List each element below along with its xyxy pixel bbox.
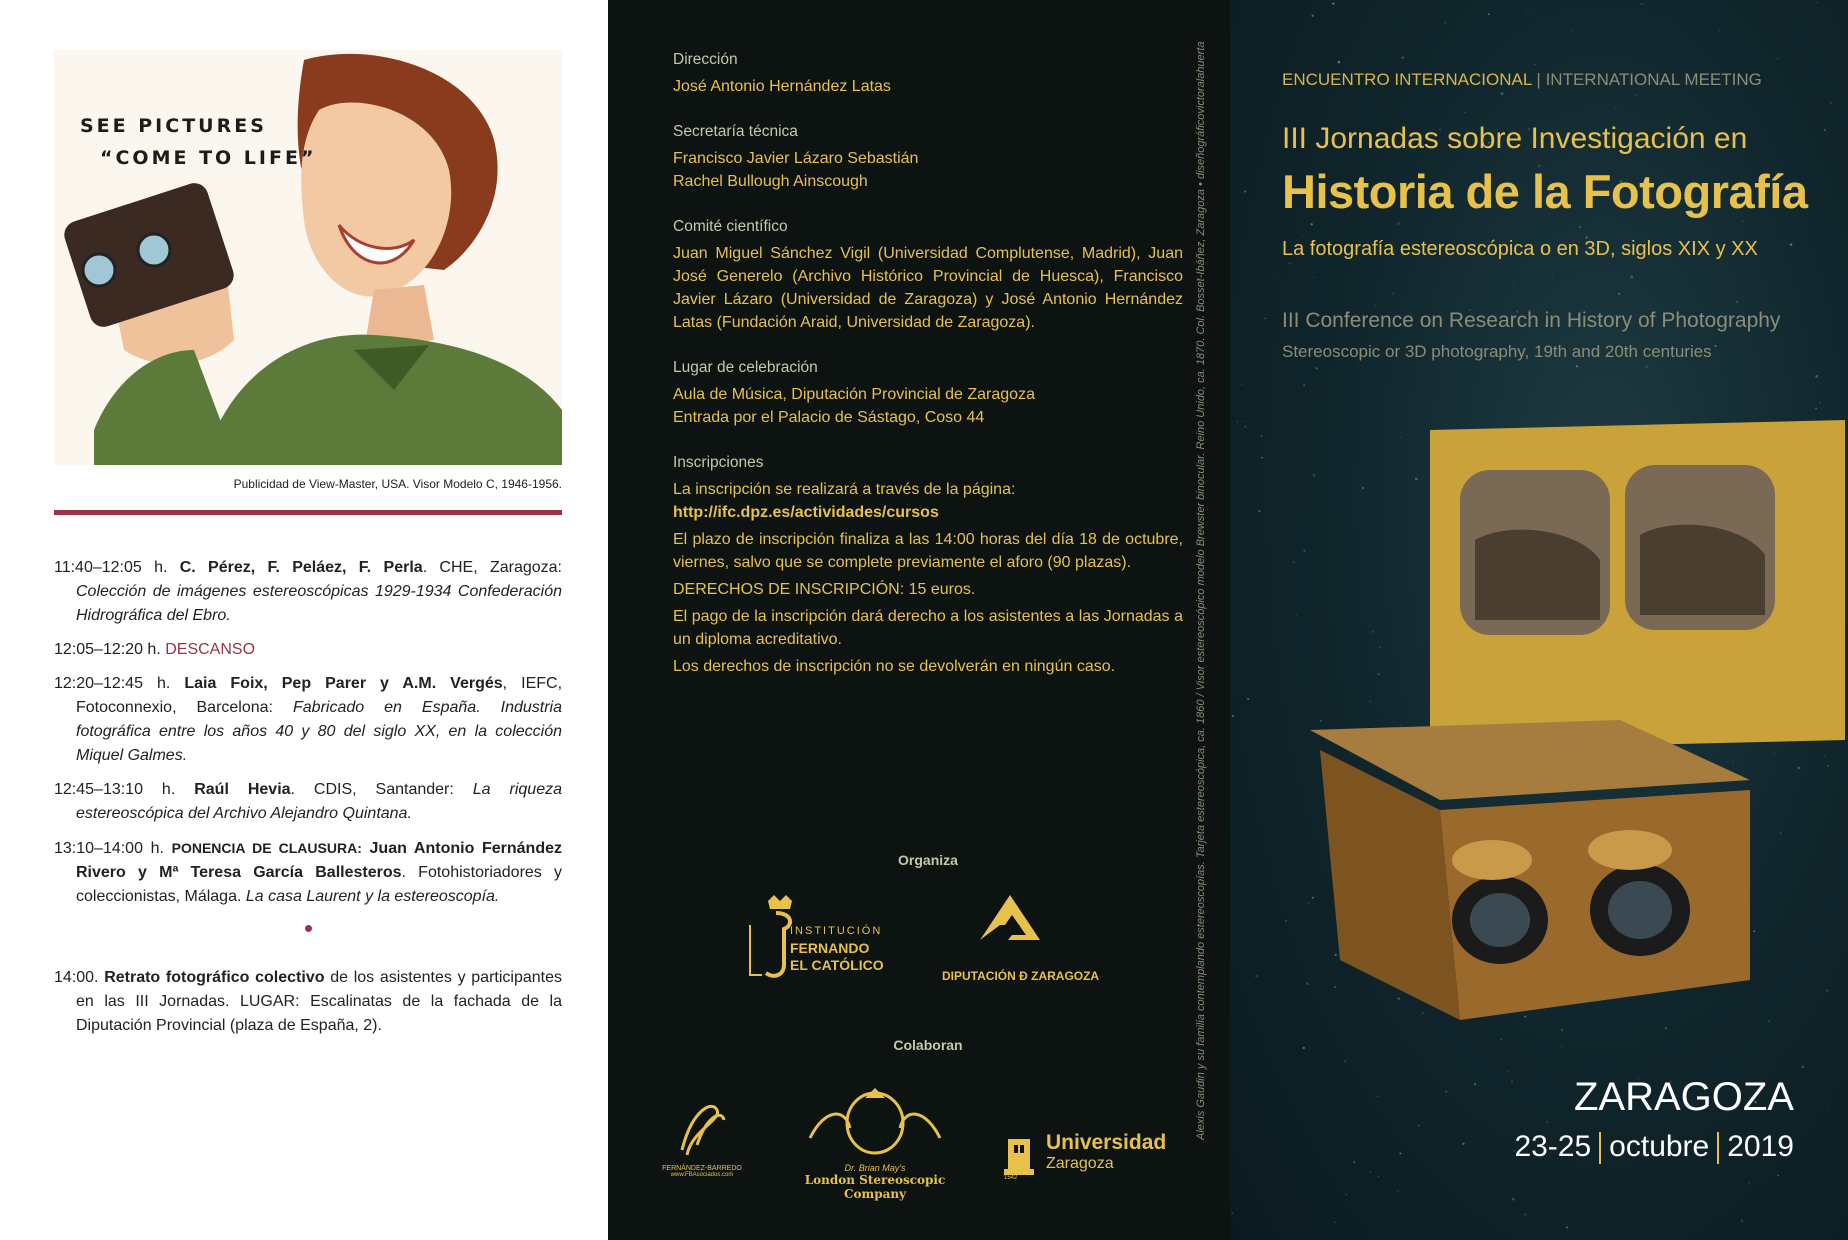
star	[1258, 510, 1260, 512]
star	[1394, 1186, 1395, 1187]
star	[1231, 1212, 1233, 1214]
fb-logo-line-1: FERNÁNDEZ-BARREDO	[662, 1165, 742, 1172]
star	[1353, 1161, 1355, 1163]
star	[1269, 440, 1270, 441]
middle-panel	[608, 0, 1230, 1240]
schedule-speakers: Raúl Hevia	[194, 781, 291, 798]
date-divider	[1599, 1132, 1601, 1164]
english-subtitle: Stereoscopic or 3D photography, 19th and 20th centuries	[1282, 342, 1712, 361]
schedule-time: 12:05–12:20 h.	[54, 641, 161, 658]
inscripcion-intro: La inscripción se realizará a través de la página:	[673, 481, 1016, 498]
direccion-text: José Antonio Hernández Latas	[673, 78, 891, 95]
secretaria-heading: Secretaría técnica	[673, 123, 798, 140]
schedule-time: 12:20–12:45 h.	[54, 675, 171, 692]
star	[1397, 222, 1399, 224]
monogram-icon	[662, 1100, 742, 1160]
schedule-item	[54, 778, 562, 826]
image-caption: Publicidad de View-Master, USA. Visor Modelo C, 1946-1956.	[233, 477, 562, 491]
star	[1507, 1070, 1509, 1072]
star	[1244, 190, 1246, 192]
lsc-logo-line-1: Dr. Brian May's	[844, 1163, 906, 1173]
star	[1566, 1227, 1568, 1229]
star	[1741, 1220, 1743, 1222]
star	[1512, 1198, 1515, 1201]
star	[1572, 29, 1573, 30]
stereoscope-viewer-image	[1280, 420, 1845, 1060]
star	[1464, 111, 1466, 113]
city-name: ZARAGOZA	[1573, 1075, 1794, 1119]
star	[1242, 421, 1243, 422]
star	[1392, 292, 1394, 294]
star	[1374, 305, 1375, 306]
star	[1546, 1121, 1549, 1124]
schedule-talk-title: Fabricado en España. Industria fotográfica entre los años 40 y 80 del siglo XX, en la colección Miquel Galmes.	[76, 699, 562, 764]
star	[1835, 6, 1836, 7]
star	[1830, 354, 1831, 355]
star	[1640, 3, 1642, 5]
universidad-zaragoza-logo	[1000, 1131, 1170, 1185]
title-line-2: Historia de la Fotografía	[1282, 165, 1808, 218]
star	[1568, 409, 1569, 410]
star	[1261, 457, 1263, 459]
star	[1832, 220, 1833, 221]
schedule-time: 13:10–14:00 h.	[54, 840, 164, 857]
schedule-affiliation: . CHE, Zaragoza:	[422, 559, 563, 576]
star	[1445, 22, 1446, 23]
star	[1277, 1092, 1278, 1093]
triangle-emblem-icon	[940, 895, 1110, 965]
fb-logo-line-2: www.FBAsociados.com	[670, 1172, 734, 1178]
star	[1777, 1175, 1778, 1176]
star	[1303, 384, 1305, 386]
closing-item	[54, 966, 562, 1038]
dpz-logo	[940, 895, 1110, 990]
star	[1833, 1219, 1834, 1220]
schedule-talk-title: La riqueza estereoscópica del Archivo Alejandro Quintana.	[76, 781, 562, 822]
unizar-line-1: Universidad	[1046, 1131, 1167, 1154]
star	[1346, 1194, 1347, 1195]
star	[1344, 1060, 1346, 1062]
star	[1513, 285, 1514, 286]
star	[1313, 277, 1315, 279]
star	[1303, 235, 1304, 236]
star	[1316, 367, 1318, 369]
meeting-label	[1282, 70, 1762, 90]
star	[1255, 975, 1258, 978]
star	[1815, 375, 1818, 378]
star	[1645, 366, 1647, 368]
closing-text: de los asistentes y participantes en las III Jornadas. LUGAR: Escalinatas de la fachada de la Diputación Provincial (plaza de España, 2).	[76, 969, 562, 1034]
star	[1634, 9, 1635, 10]
unizar-year: 1542	[1004, 1175, 1018, 1181]
star	[1412, 1238, 1413, 1239]
star	[1338, 61, 1341, 64]
schedule-speakers: C. Pérez, F. Peláez, F. Perla	[179, 559, 423, 576]
star	[1232, 715, 1234, 717]
star	[1630, 276, 1633, 279]
colaboran-label: Colaboran	[893, 1037, 963, 1053]
star	[1277, 135, 1278, 136]
star	[1495, 1141, 1496, 1142]
star	[1241, 383, 1243, 385]
star	[1718, 30, 1720, 32]
star	[1378, 1176, 1379, 1177]
schedule-list	[54, 556, 562, 919]
star	[1244, 426, 1246, 428]
star	[1397, 1190, 1399, 1192]
schedule-item	[54, 836, 562, 909]
star	[1462, 1143, 1464, 1145]
star	[1274, 275, 1275, 276]
star	[1742, 221, 1743, 222]
star	[1501, 92, 1504, 95]
star	[1665, 18, 1666, 19]
star	[1475, 335, 1477, 337]
star	[1552, 277, 1553, 278]
star	[1830, 102, 1832, 104]
star	[1299, 406, 1300, 407]
star	[1528, 11, 1529, 12]
unizar-line-2: Zaragoza	[1046, 1155, 1114, 1172]
ad-headline	[80, 110, 316, 174]
inscripcion-fee: DERECHOS DE INSCRIPCIÓN: 15 euros.	[673, 581, 976, 598]
dates-year: 2019	[1727, 1130, 1794, 1163]
star	[1264, 318, 1266, 320]
ifc-logo	[740, 895, 900, 985]
image-credits-vertical: Alexis Gaudin y su familia contemplando estereoscopías. Tarjeta estereoscópica, ca. 1860 / Visor estereoscópico modelo Brewster binocular. Reino Unido, ca. 1870. Col. Bosset-Ibáñez, Zaragoza • diseñográficovictoralahuerta	[1195, 41, 1207, 1140]
lugar-line-2: Entrada por el Palacio de Sástago, Coso 44	[673, 409, 985, 426]
schedule-tag: PONENCIA DE CLAUSURA:	[171, 840, 362, 856]
star	[1236, 421, 1238, 423]
star	[1418, 1125, 1420, 1127]
star	[1370, 1171, 1371, 1172]
star	[1474, 1083, 1476, 1085]
star	[1230, 603, 1231, 605]
lugar-line-1: Aula de Música, Diputación Provincial de Zaragoza	[673, 386, 1035, 403]
star	[1247, 698, 1249, 700]
title-line-1: III Jornadas sobre Investigación en	[1282, 122, 1748, 155]
comite-text: Juan Miguel Sánchez Vigil (Universidad Complutense, Madrid), Juan José Generelo (Archivo Histórico Provincial de Huesca), Francisco Javier Lázaro (Universidad de Zaragoza) y José Antonio Hernández Latas (Fundación Araid, Universidad de Zaragoza).	[673, 245, 1183, 331]
star	[1335, 1221, 1337, 1223]
star	[1615, 106, 1616, 107]
star	[1618, 293, 1620, 295]
dates-month: octubre	[1609, 1130, 1710, 1163]
star	[1334, 46, 1335, 47]
dates-days: 23-25	[1514, 1130, 1592, 1163]
star	[1399, 1153, 1401, 1155]
event-dates	[1514, 1130, 1794, 1164]
schedule-item	[54, 556, 562, 628]
star	[1749, 1182, 1750, 1183]
ifc-logo-line-1: INSTITUCIÓN	[790, 925, 883, 937]
star	[1576, 365, 1578, 367]
star	[1820, 402, 1822, 404]
english-title: III Conference on Research in History of Photography	[1282, 309, 1781, 332]
schedule-item	[54, 638, 562, 662]
star	[1816, 2, 1817, 3]
schedule-affiliation: , IEFC, Fotoconnexio, Barcelona:	[76, 675, 563, 716]
star	[1479, 276, 1480, 277]
date-divider	[1717, 1132, 1719, 1164]
star	[1289, 262, 1291, 264]
star	[1332, 2, 1334, 4]
secretaria-line-1: Francisco Javier Lázaro Sebastián	[673, 150, 919, 167]
organiza-label: Organiza	[898, 852, 958, 868]
ad-headline-line-2: “COME TO LIFE”	[100, 147, 317, 169]
star	[1774, 160, 1775, 161]
schedule-time: 11:40–12:05 h.	[54, 559, 168, 576]
star	[1280, 178, 1281, 179]
closing-bold: Retrato fotográfico colectivo	[104, 969, 325, 986]
schedule-item	[54, 672, 562, 768]
left-panel	[0, 0, 608, 1240]
star	[1445, 1090, 1447, 1092]
inscripcion-diploma: El pago de la inscripción dará derecho a los asistentes a las Jornadas a un diploma acreditativo.	[673, 608, 1183, 648]
star	[1345, 377, 1346, 378]
star	[1579, 226, 1581, 228]
secretaria-line-2: Rachel Bullough Ainscough	[673, 173, 868, 190]
closing-time: 14:00.	[54, 969, 99, 986]
meeting-es: ENCUENTRO INTERNACIONAL	[1282, 70, 1532, 89]
star	[1238, 304, 1239, 305]
direccion-heading: Dirección	[673, 51, 738, 68]
star	[1815, 408, 1817, 410]
info-section	[673, 48, 1183, 678]
meeting-separator: |	[1536, 70, 1541, 89]
schedule-speakers: Laia Foix, Pep Parer y A.M. Vergés	[184, 675, 503, 692]
schedule-affiliation: . CDIS, Santander:	[290, 781, 454, 798]
meeting-en: INTERNATIONAL MEETING	[1545, 70, 1762, 89]
london-stereoscopic-logo	[800, 1088, 950, 1201]
comite-heading: Comité científico	[673, 218, 788, 235]
star	[1273, 200, 1274, 201]
star	[1802, 1066, 1804, 1068]
star	[1755, 38, 1756, 39]
schedule-break-label: DESCANSO	[165, 641, 256, 658]
dpz-logo-text: DIPUTACIÓN Ð ZARAGOZA	[942, 969, 1100, 983]
star	[1511, 1081, 1513, 1083]
star	[1735, 300, 1738, 303]
coat-of-arms-icon	[800, 1088, 950, 1158]
inscripcion-url-link[interactable]: http://ifc.dpz.es/actividades/cursos	[673, 504, 939, 521]
subtitle: La fotografía estereoscópica o en 3D, siglos XIX y XX	[1282, 238, 1758, 260]
star	[1556, 1169, 1557, 1170]
star	[1311, 223, 1313, 225]
inscripcion-refund: Los derechos de inscripción no se devolverán en ningún caso.	[673, 658, 1116, 675]
ifc-logo-line-3: EL CATÓLICO	[790, 957, 884, 973]
star	[1524, 1213, 1527, 1216]
star	[1643, 3, 1644, 4]
section-divider	[54, 510, 562, 515]
schedule-talk-title: Colección de imágenes estereoscópicas 1929-1934 Confederación Hidrográfica del Ebro.	[76, 583, 562, 624]
ad-headline-line-1: SEE PICTURES	[80, 115, 267, 137]
star	[1535, 64, 1536, 65]
star	[1790, 243, 1793, 246]
schedule-affiliation: . Fotohistoriadores y coleccionistas, Málaga.	[76, 864, 563, 905]
star	[1678, 396, 1679, 397]
star	[1311, 15, 1313, 17]
star	[1777, 57, 1779, 59]
star	[1715, 345, 1717, 347]
star	[1488, 13, 1490, 15]
right-panel-cover	[1230, 0, 1848, 1240]
lugar-heading: Lugar de celebración	[673, 359, 818, 376]
lsc-logo-line-2: London Stereoscopic Company	[804, 1173, 946, 1201]
star	[1434, 34, 1435, 35]
schedule-speakers: Juan Antonio Fernández Rivero y Mª Teresa García Ballesteros	[76, 840, 562, 881]
star	[1635, 94, 1637, 96]
separator-dot	[305, 925, 312, 932]
schedule-talk-title: La casa Laurent y la estereoscopía.	[241, 888, 500, 905]
inscripcion-deadline: El plazo de inscripción finaliza a las 14:00 horas del día 18 de octubre, viernes, salvo que se complete previamente el aforo (90 plazas).	[673, 531, 1183, 571]
star	[1377, 1095, 1379, 1097]
schedule-time: 12:45–13:10 h.	[54, 781, 176, 798]
star	[1828, 1107, 1829, 1108]
star	[1824, 129, 1826, 131]
ifc-logo-line-2: FERNANDO	[790, 940, 870, 956]
star	[1627, 1164, 1628, 1165]
star	[1402, 57, 1404, 59]
star	[1261, 436, 1262, 437]
inscripciones-heading: Inscripciones	[673, 454, 764, 471]
fernandez-barredo-logo	[662, 1100, 742, 1190]
